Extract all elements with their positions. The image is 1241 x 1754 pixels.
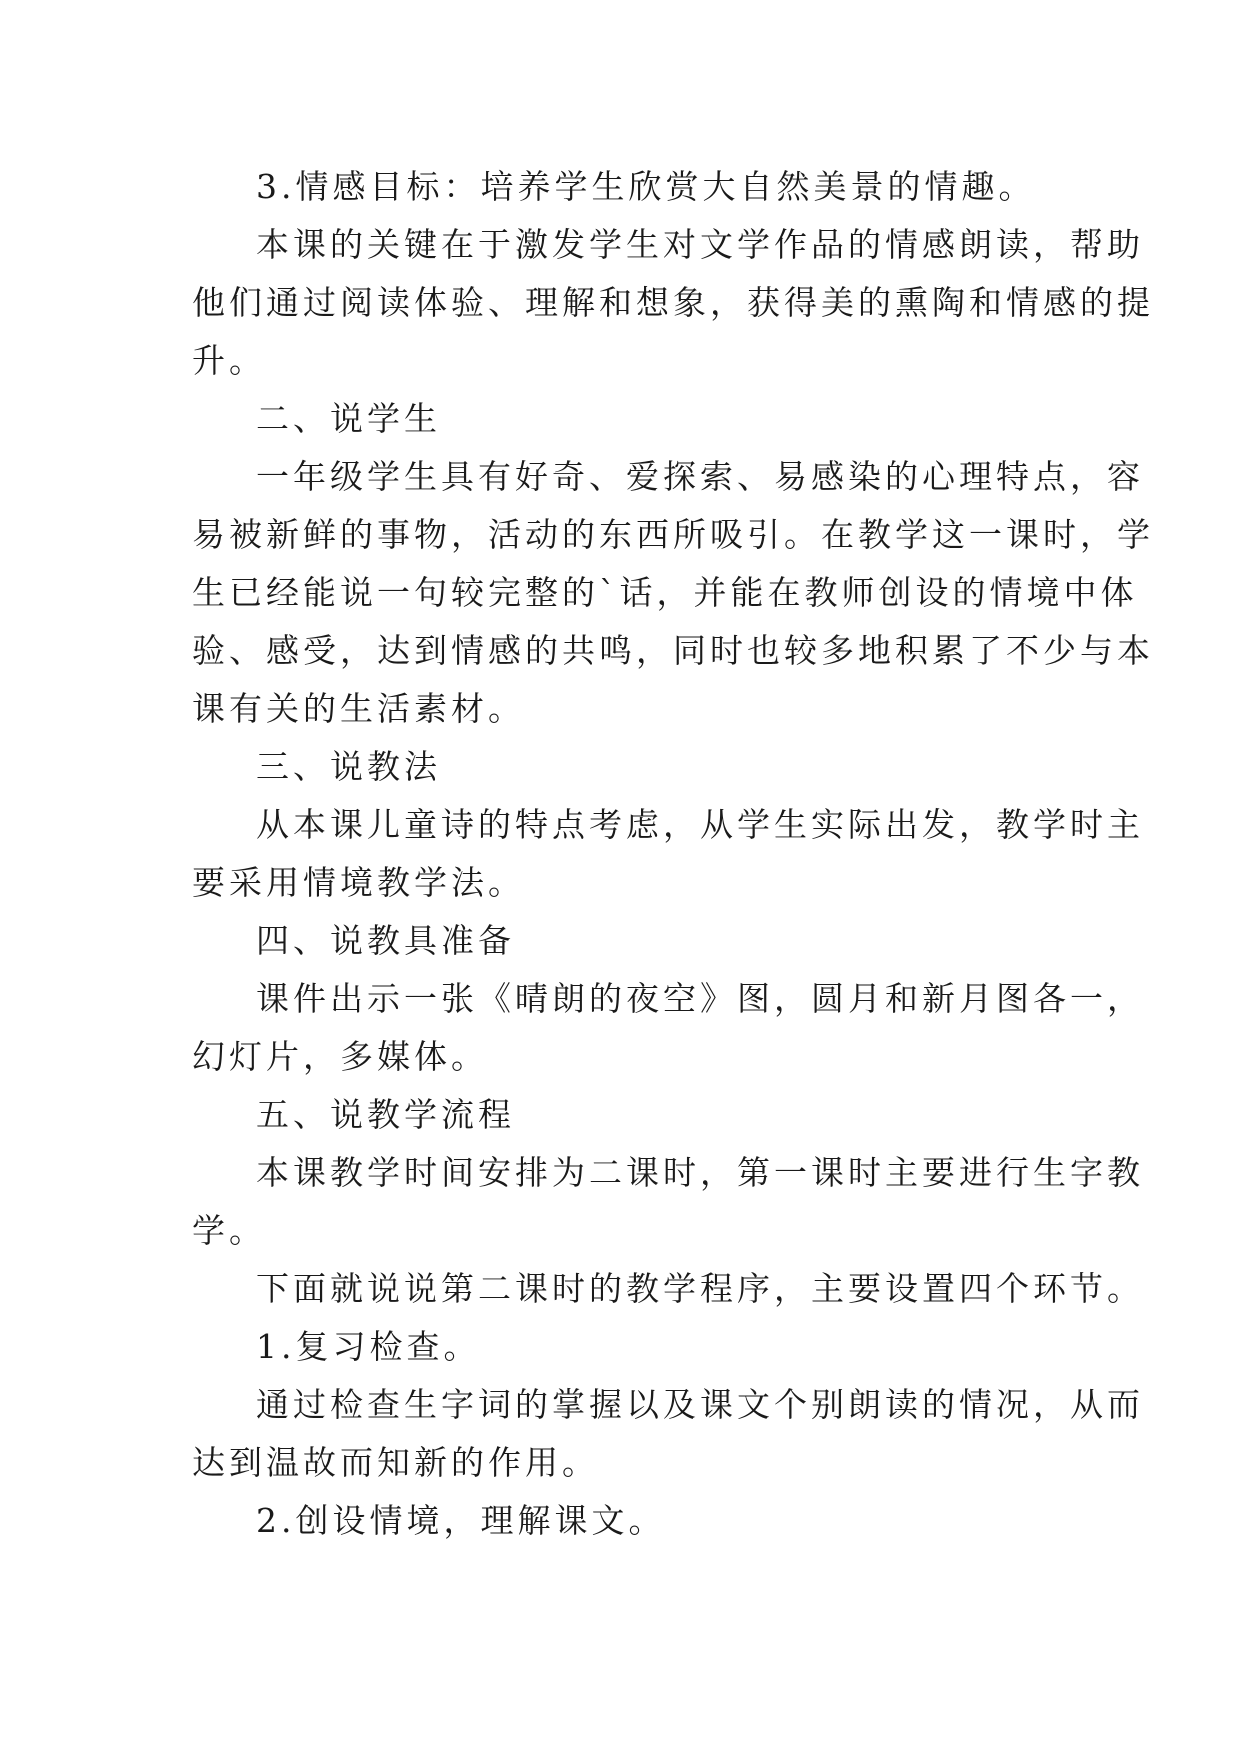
paragraph-line: 生已经能说一句较完整的`话，并能在教师创设的情境中体 (192, 573, 1138, 612)
paragraph-line: 学。 (192, 1211, 266, 1250)
section-heading-teaching-process: 五、说教学流程 (256, 1095, 515, 1134)
paragraph-line: 课有关的生活素材。 (192, 689, 525, 728)
section-heading-students: 二、说学生 (256, 399, 441, 438)
paragraph-line: 一年级学生具有好奇、爱探索、易感染的心理特点，容 (256, 457, 1144, 496)
paragraph-line: 下面就说说第二课时的教学程序，主要设置四个环节。 (256, 1269, 1144, 1308)
section-heading-teaching-aids: 四、说教具准备 (256, 921, 515, 960)
paragraph-line: 幻灯片，多媒体。 (192, 1037, 488, 1076)
section-heading-teaching-method: 三、说教法 (256, 747, 441, 786)
paragraph-line: 本课教学时间安排为二课时，第一课时主要进行生字教 (256, 1153, 1144, 1192)
paragraph-line: 本课的关键在于激发学生对文学作品的情感朗读，帮助 (256, 225, 1144, 264)
paragraph-line: 通过检查生字词的掌握以及课文个别朗读的情况，从而 (256, 1385, 1144, 1424)
goal-emotion-line: 3.情感目标：培养学生欣赏大自然美景的情趣。 (256, 167, 1036, 206)
paragraph-line: 达到温故而知新的作用。 (192, 1443, 599, 1482)
paragraph-line: 课件出示一张《晴朗的夜空》图，圆月和新月图各一， (256, 979, 1144, 1018)
step-1-heading: 1.复习检查。 (256, 1327, 481, 1366)
step-2-heading: 2.创设情境，理解课文。 (256, 1501, 666, 1540)
paragraph-line: 易被新鲜的事物，活动的东西所吸引。在教学这一课时，学 (192, 515, 1154, 554)
paragraph-line: 从本课儿童诗的特点考虑，从学生实际出发，教学时主 (256, 805, 1144, 844)
paragraph-line: 他们通过阅读体验、理解和想象，获得美的熏陶和情感的提 (192, 283, 1154, 322)
paragraph-line: 要采用情境教学法。 (192, 863, 525, 902)
paragraph-line: 升。 (192, 341, 266, 380)
paragraph-line: 验、感受，达到情感的共鸣，同时也较多地积累了不少与本 (192, 631, 1154, 670)
